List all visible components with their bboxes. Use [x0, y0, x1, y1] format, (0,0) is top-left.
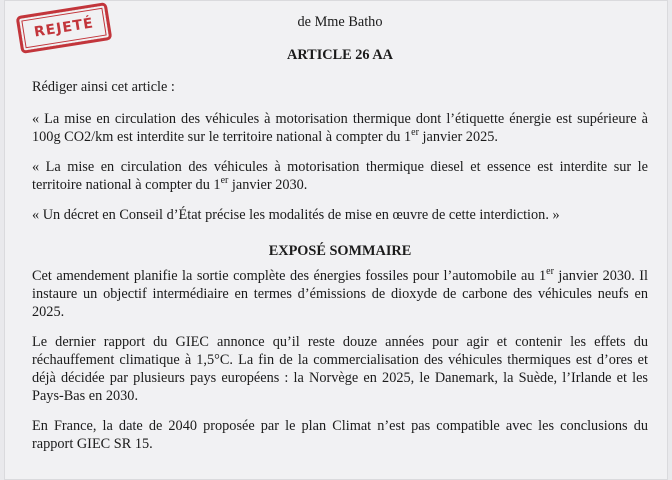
summary-paragraph-2: Le dernier rapport du GIEC annonce qu’il reste douze années pour agir et contenir les effets du réchauffement climatique à 1,5°C. La fin de la commercialisation des véhicules thermiques est d’ores et déjà décidée par plusieurs pays européens : la Norvège en 2025, le Danemark, la Suède, l’Irlande et les Pays-Bas en 2030.	[32, 334, 648, 404]
article-title: ARTICLE 26 AA	[287, 47, 393, 63]
article-paragraph-1-end: janvier 2025.	[418, 129, 498, 145]
article-intro: Rédiger ainsi cet article :	[32, 79, 175, 95]
summary-title: EXPOSÉ SOMMAIRE	[268, 243, 412, 259]
article-paragraph-2-end: janvier 2030.	[228, 177, 308, 193]
article-paragraph-2-text: « La mise en circulation des véhicules à motorisation thermique diesel et essence est interdite sur le territoire national à compter du 1	[32, 159, 648, 193]
summary-paragraph-1-sup: er	[546, 266, 554, 277]
article-paragraph-1-sup: er	[411, 127, 419, 138]
document-page	[4, 0, 668, 480]
summary-paragraph-1	[32, 267, 648, 321]
summary-paragraph-3: En France, la date de 2040 proposée par le plan Climat n’est pas compatible avec les conclusions du rapport GIEC SR 15.	[32, 418, 648, 452]
summary-paragraph-1-text: Cet amendement planifie la sortie complète des énergies fossiles pour l’automobile au 1	[32, 268, 547, 284]
article-paragraph-1	[32, 110, 648, 146]
stamp-label: REJETÉ	[32, 15, 95, 41]
article-paragraph-3: « Un décret en Conseil d’État précise les modalités de mise en œuvre de cette interdiction. »	[32, 207, 560, 223]
article-paragraph-2	[32, 158, 648, 194]
amendment-text	[32, 13, 648, 465]
article-paragraph-1-text: « La mise en circulation des véhicules à motorisation thermique dont l’étiquette énergie est supérieure à 100g CO2/km est interdite sur le territoire national à compter du 1	[32, 111, 648, 145]
article-paragraph-2-sup: er	[220, 175, 229, 186]
summary-paragraph-1-end: janvier 2030. Il instaure un objectif intermédiaire en termes d’émissions de dioxyde de carbone des véhicules neufs en 2025.	[32, 268, 649, 320]
author-line: de Mme Batho	[297, 14, 383, 30]
